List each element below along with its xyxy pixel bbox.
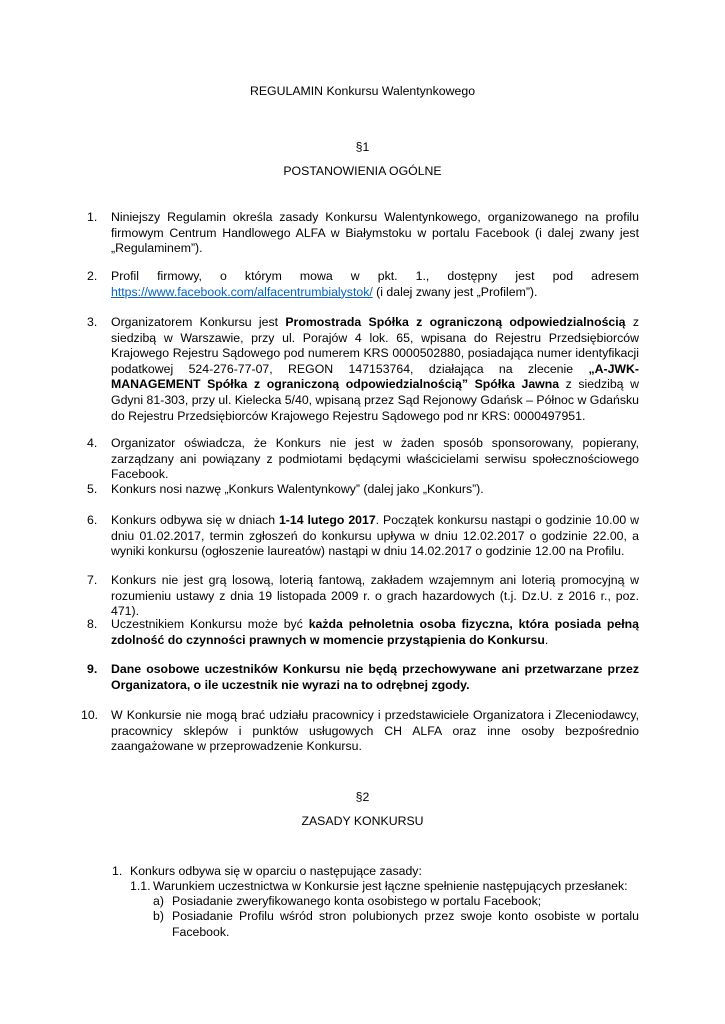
item-text: Konkurs nie jest grą losową, loterią fantową, zakładem wzajemnym ani loterią promocyjną w rozumieniu ustawy z dnia 19 listopada 2009 r. o grach hazardowych (t.j. Dz.U. z 2016 r., poz. 471). [111, 573, 639, 619]
item-number: 5. [87, 482, 98, 496]
item-text: Konkurs nosi nazwę „Konkurs Walentynkowy” (dalej jako „Konkurs”). [111, 482, 484, 496]
list-item [81, 708, 639, 755]
item-text: Dane osobowe uczestników Konkursu nie będą przechowywane ani przetwarzane przez Organizatora, o ile uczestnik nie wyrazi na to odrębnej zgody. [111, 662, 639, 692]
section-2-item-number: 1. [112, 864, 123, 878]
section-2-item-text: Konkurs odbywa się w oparciu o następujące zasady: [130, 864, 422, 878]
section-2-mark: §2 [355, 790, 370, 804]
sub-item-number: 1.1. [130, 879, 151, 893]
list-item [89, 315, 639, 424]
sub-point-a-label: a) [153, 894, 164, 908]
item-text: Konkurs odbywa się w dniach 1-14 lutego 2017. Początek konkursu nastąpi o godzinie 10.00 w dniu 01.02.2017, termin zgłoszeń do konkursu upływa w dniu 12.02.2017 o godzinie 22.00, a wyniki konkursu (ogłoszenie laureatów) nastąpi w dniu 14.02.2017 o godzinie 12.00 na Profilu. [111, 513, 639, 559]
item-number: 4. [87, 436, 98, 450]
sub-point-b-label: b) [153, 909, 164, 923]
list-item [89, 482, 639, 498]
document-title: REGULAMIN Konkursu Walentynkowego [249, 84, 476, 98]
section-1-heading: POSTANOWIENIA OGÓLNE [283, 164, 442, 178]
profile-link[interactable]: https://www.facebook.com/alfacentrumbialystok/ [111, 284, 373, 299]
item-text: Uczestnikiem Konkursu może być każda pełnoletnia osoba fizyczna, która posiada pełną zdolność do czynności prawnych w momencie przystąpienia do Konkursu. [111, 617, 640, 647]
item-number: 9. [87, 662, 98, 676]
list-item [89, 269, 639, 300]
item-text: Organizator oświadcza, że Konkurs nie jest w żaden sposób sponsorowany, popierany, zarządzany ani powiązany z podmiotami będącymi właścicielami serwisu społecznościowego Facebook. [111, 436, 639, 482]
section-2-heading: ZASADY KONKURSU [301, 814, 424, 828]
item-number: 6. [87, 513, 98, 527]
item-text: W Konkursie nie mogą brać udziału pracownicy i przedstawiciele Organizatora i Zleceniodawcy, pracownicy sklepów i punktów usługowych CH ALFA oraz inne osoby bezpośrednio zaangażowane w przeprowadzenie Konkursu. [111, 708, 639, 754]
item-number: 10. [81, 708, 99, 722]
list-item [89, 573, 639, 620]
list-item [89, 210, 639, 257]
item-text: Profil firmowy, o którym mowa w pkt. 1., dostępny jest pod adresem https://www.facebook.com/alfacentrumbialystok/ (i dalej zwany jest „Profilem”). [111, 269, 639, 299]
list-item [89, 436, 639, 483]
item-number: 1. [87, 210, 98, 224]
list-item [89, 662, 639, 693]
item-number: 8. [87, 617, 98, 631]
item-number: 7. [87, 573, 98, 587]
sub-point-b-text: Posiadanie Profilu wśród stron polubionych przez swoje konto osobiste w portalu Facebook. [172, 909, 639, 939]
section-1-mark: §1 [355, 140, 370, 154]
sub-point-a-text: Posiadanie zweryfikowanego konta osobistego w portalu Facebook; [172, 894, 542, 908]
item-text: Niniejszy Regulamin określa zasady Konkursu Walentynkowego, organizowanego na profilu firmowym Centrum Handlowego ALFA w Białymstoku w portalu Facebook (i dalej zwany jest „Regulaminem”). [111, 210, 639, 256]
item-number: 3. [87, 315, 98, 329]
list-item [89, 513, 639, 560]
sub-item-text: Warunkiem uczestnictwa w Konkursie jest łączne spełnienie następujących przesłanek: [153, 879, 628, 893]
list-item [89, 617, 639, 648]
item-text: Organizatorem Konkursu jest Promostrada Spółka z ograniczoną odpowiedzialnością z siedzibą w Warszawie, przy ul. Porajów 4 lok. 65, wpisana do Rejestru Przedsiębiorców Krajowego Rejestru Sądowego pod numerem KRS 0000502880, posiadająca numer identyfikacji podatkowej 524-276-77-07, REGON 147153764, działająca na zlecenie „A-JWK-MANAGEMENT Spółka z ograniczoną odpowiedzialnością” Spółka Jawna z siedzibą w Gdyni 81-303, przy ul. Kielecka 5/40, wpisaną przez Sąd Rejonowy Gdańsk – Północ w Gdańsku do Rejestru Przedsiębiorców Krajowego Rejestru Sądowego pod nr KRS: 0000497951. [111, 315, 639, 423]
item-number: 2. [87, 269, 98, 283]
